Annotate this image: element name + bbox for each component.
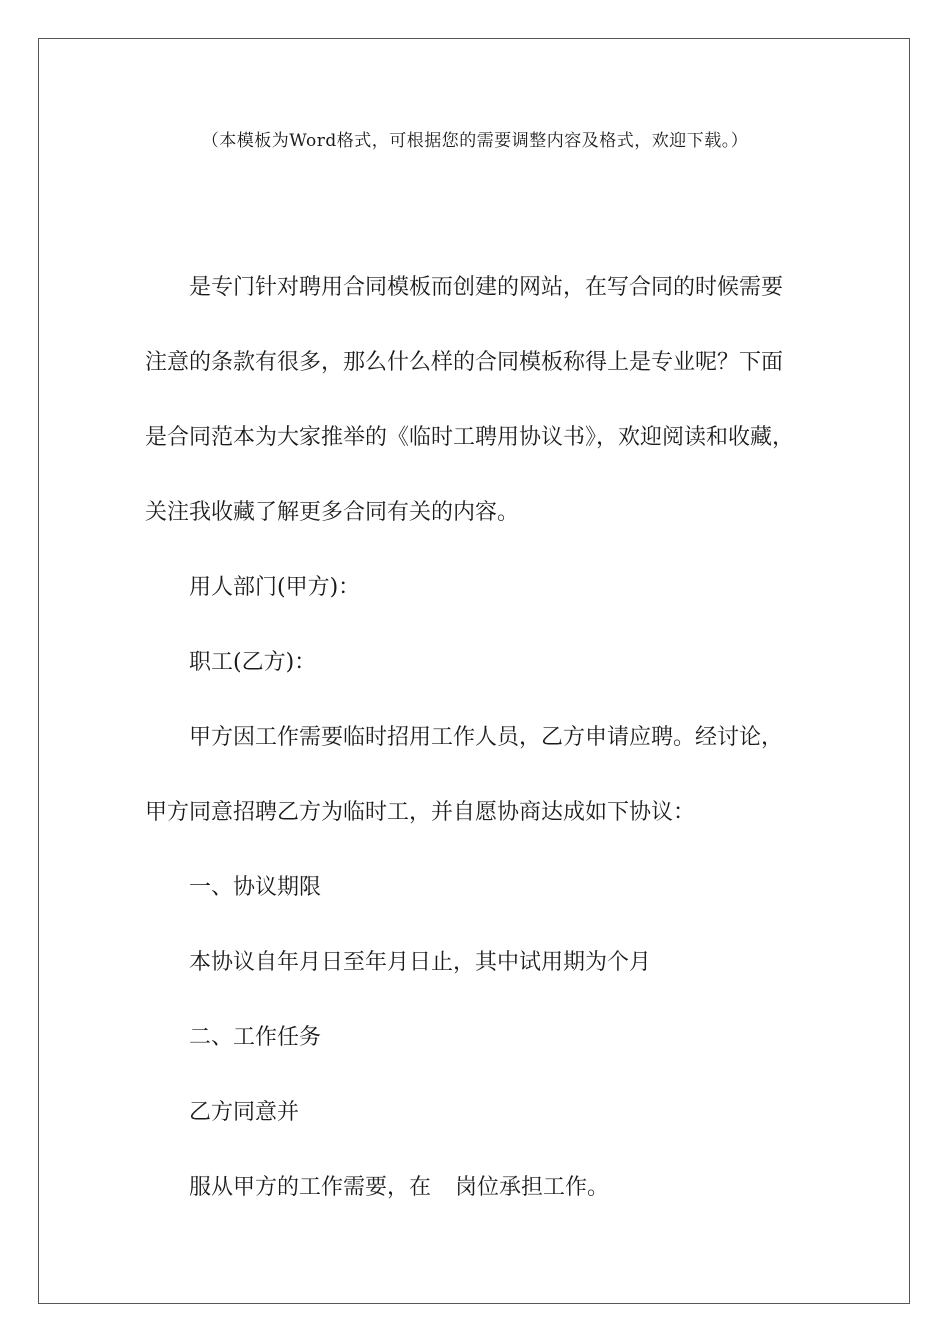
intro-line-2: 注意的条款有很多，那么什么样的合同模板称得上是专业呢？下面 [145, 350, 784, 375]
section-2-text-2 [145, 1172, 825, 1247]
preamble-line-1: 甲方因工作需要临时招用工作人员，乙方申请应聘。经讨论， [189, 725, 784, 750]
section-2-text-1: 乙方同意并 [189, 1100, 300, 1125]
preamble-line-2: 甲方同意招聘乙方为临时工，并自愿协商达成如下协议： [145, 800, 696, 825]
intro-line-1: 是专门针对聘用合同模板而创建的网站，在写合同的时候需要 [189, 275, 784, 300]
party-a-line: 用人部门(甲方)： [189, 575, 361, 600]
party-b-line: 职工(乙方)： [189, 650, 317, 675]
intro-line-3: 是合同范本为大家推举的《临时工聘用协议书》，欢迎阅读和收藏， [145, 425, 795, 450]
header-note: （本模板为Word格式，可根据您的需要调整内容及格式，欢迎下载。） [201, 131, 749, 151]
section-2-title: 二、工作任务 [189, 1025, 322, 1050]
intro-line-4: 关注我收藏了解更多合同有关的内容。 [145, 500, 520, 525]
section-1-title: 一、协议期限 [189, 875, 322, 900]
document-body [145, 272, 825, 1247]
section-1-text: 本协议自年月日至年月日止，其中试用期为个月 [189, 950, 652, 975]
section-2-text-2-part-b: 岗位承担工作。 [455, 1175, 610, 1200]
section-2-text-2-part-a: 服从甲方的工作需要，在 [189, 1175, 432, 1200]
